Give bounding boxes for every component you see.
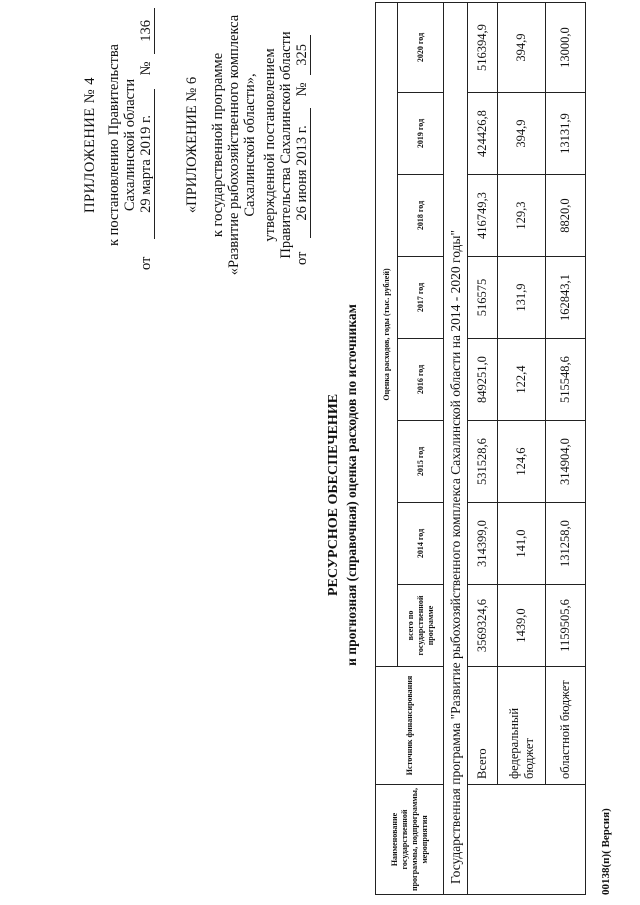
resource-table: [375, 2, 586, 895]
value-cell: 314399,0: [468, 503, 498, 585]
appendix-4-line2: Сахалинской области: [122, 78, 138, 212]
date-prefix: от: [138, 256, 154, 270]
column-header-total: всего по государственной программе: [398, 585, 444, 667]
value-cell: 314904,0: [546, 421, 586, 503]
table-row: [546, 3, 586, 895]
date-prefix: от: [294, 251, 310, 265]
value-cell: 515548,6: [546, 339, 586, 421]
value-cell: 516394,9: [468, 3, 498, 93]
value-cell: 162843,1: [546, 257, 586, 339]
program-row: Государственная программа "Развитие рыбохозяйственного комплекса Сахалинской области на 2014 - 2020 годы": [444, 3, 468, 895]
appendix-6-line4: утвержденной постановлением: [262, 48, 278, 242]
program-number: 325: [294, 35, 311, 75]
appendix-6-date-line: [294, 25, 311, 265]
total-cell: 3569324,6: [468, 585, 498, 667]
source-cell: Всего: [468, 667, 498, 785]
number-prefix: №: [138, 61, 154, 76]
appendix-6-line2: «Развитие рыбохозяйственного комплекса: [226, 14, 242, 276]
source-cell: областной бюджет: [546, 667, 586, 785]
value-cell: 131,9: [498, 257, 546, 339]
value-cell: 394,9: [498, 3, 546, 93]
column-header-year: 2019 год: [398, 93, 444, 175]
value-cell: 131258,0: [546, 503, 586, 585]
appendix-6-line3: Сахалинской области»,: [242, 73, 258, 217]
value-cell: 122,4: [498, 339, 546, 421]
value-cell: 849251,0: [468, 339, 498, 421]
value-cell: 416749,3: [468, 175, 498, 257]
value-cell: 13131,9: [546, 93, 586, 175]
value-cell: 424426,8: [468, 93, 498, 175]
number-prefix: №: [294, 82, 310, 97]
table-row: [498, 3, 546, 895]
value-cell: 13000,0: [546, 3, 586, 93]
program-name-cell: [468, 785, 586, 895]
column-header-year: 2014 год: [398, 503, 444, 585]
appendix-4-title: ПРИЛОЖЕНИЕ № 4: [82, 77, 98, 213]
program-date: 26 июня 2013 г.: [294, 108, 311, 238]
appendix-4-line1: к постановлению Правительства: [106, 44, 122, 246]
value-cell: 8820,0: [546, 175, 586, 257]
appendix-6-line5: Правительства Сахалинской области: [278, 31, 294, 259]
value-cell: 124,6: [498, 421, 546, 503]
table-row: [468, 3, 498, 895]
appendix-4-date-line: [138, 10, 155, 270]
column-header-year: 2016 год: [398, 339, 444, 421]
column-header-year: 2020 год: [398, 3, 444, 93]
document-title: РЕСУРСНОЕ ОБЕСПЕЧЕНИЕ: [326, 393, 341, 597]
column-header-year: 2015 год: [398, 421, 444, 503]
column-header-year: 2017 год: [398, 257, 444, 339]
value-cell: 394,9: [498, 93, 546, 175]
document-subtitle: и прогнозная (справочная) оценка расходов по источникам: [344, 304, 359, 666]
version-footer: 00138(п)( Версия): [600, 808, 612, 895]
value-cell: 129,3: [498, 175, 546, 257]
decree-number: 136: [138, 8, 155, 54]
value-cell: 531528,6: [468, 421, 498, 503]
total-cell: 1439,0: [498, 585, 546, 667]
value-cell: 141,0: [498, 503, 546, 585]
total-cell: 1159505,6: [546, 585, 586, 667]
estimate-header: Оценка расходов, годы (тыс. рублей): [376, 3, 398, 667]
column-header-name: Наименование государственной программы, подпрограммы, мероприятия: [376, 785, 444, 895]
column-header-year: 2018 год: [398, 175, 444, 257]
appendix-6-line1: к государственной программе: [210, 52, 226, 238]
value-cell: 516575: [468, 257, 498, 339]
column-header-source: Источник финансирования: [376, 667, 444, 785]
decree-date: 29 марта 2019 г.: [138, 89, 155, 239]
appendix-6-title: «ПРИЛОЖЕНИЕ № 6: [184, 76, 200, 214]
source-cell: федеральный бюджет: [498, 667, 546, 785]
